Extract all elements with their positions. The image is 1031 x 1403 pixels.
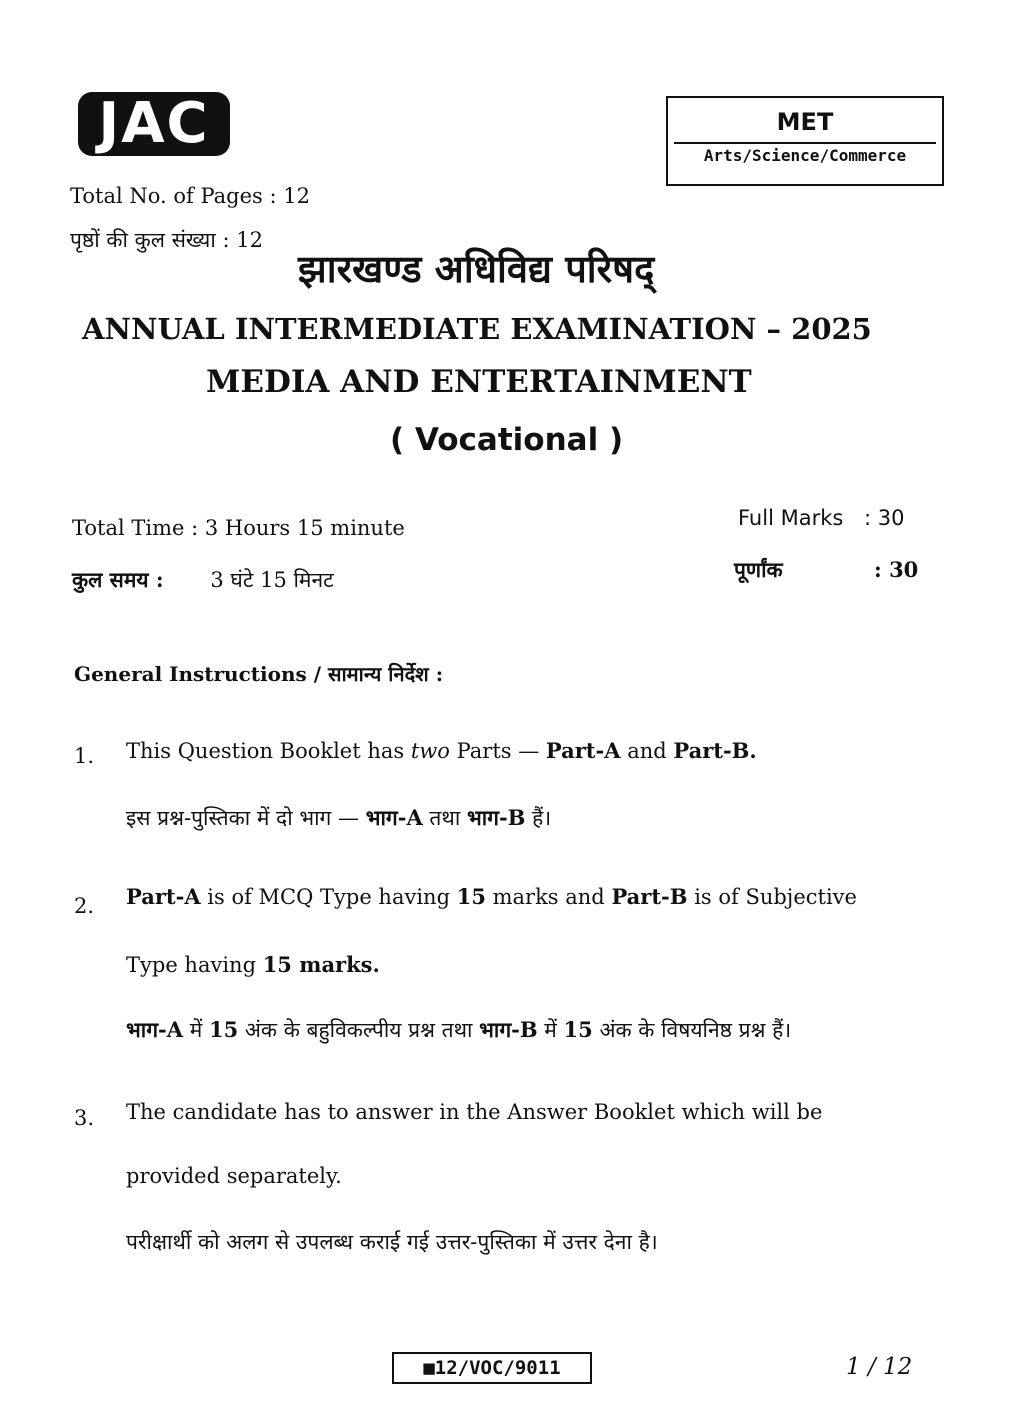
text-run: Type having xyxy=(126,953,263,977)
booklet-code: ■12/VOC/9011 xyxy=(392,1352,592,1384)
text-run: 15 xyxy=(262,952,292,977)
instruction-2-en-line2 xyxy=(126,952,380,977)
text-run: अंक के बहुविकल्पीय प्रश्न तथा xyxy=(238,1018,480,1042)
instructions-heading: General Instructions / सामान्य निर्देश : xyxy=(74,662,444,686)
text-run: इस प्रश्न-पुस्तिका में दो भाग — xyxy=(126,806,366,830)
text-run: Parts — xyxy=(449,739,546,763)
text-run: हैं। xyxy=(525,806,552,830)
board-name: झारखण्ड अधिविद्य परिषद् xyxy=(298,246,655,291)
instruction-2-en-line1 xyxy=(126,884,857,909)
text-run: marks and xyxy=(485,885,612,909)
full-marks-label: Full Marks xyxy=(738,506,844,530)
text-run: 15 xyxy=(456,884,486,909)
instruction-3-hi: परीक्षार्थी को अलग से उपलब्ध कराई गई उत्तर-पुस्तिका में उत्तर देना है। xyxy=(126,1230,658,1254)
subject-type: ( Vocational ) xyxy=(390,422,624,458)
instruction-2-hi xyxy=(126,1016,791,1044)
total-time-value-hi: 3 घंटे 15 मिनट xyxy=(210,568,334,592)
total-time-hi xyxy=(72,566,334,594)
total-time-value: 3 Hours 15 minute xyxy=(204,516,405,540)
total-time-label: Total Time : xyxy=(72,516,199,540)
text-run: Part-A xyxy=(545,738,621,763)
text-run: अंक के विषयनिष्ठ प्रश्न हैं। xyxy=(592,1018,792,1042)
total-pages-value-hi: 12 xyxy=(236,228,263,252)
instruction-1-en xyxy=(126,738,757,763)
total-pages-label: Total No. of Pages : xyxy=(70,184,277,208)
full-marks-value: : 30 xyxy=(864,506,905,530)
instruction-3-en-line2: provided separately. xyxy=(126,1164,342,1188)
full-marks-label-hi: पूर्णांक xyxy=(734,557,783,582)
instruction-1-hi xyxy=(126,804,551,832)
text-run: Part-B xyxy=(611,884,688,909)
stream-box xyxy=(666,96,944,186)
instruction-number: 3. xyxy=(74,1106,95,1130)
total-pages-en xyxy=(70,184,310,208)
total-pages-label-hi: पृष्ठों की कुल संख्या : xyxy=(70,228,230,252)
text-run: भाग-B xyxy=(479,1017,538,1042)
full-marks-en xyxy=(738,506,904,530)
text-run: में xyxy=(183,1018,209,1042)
jac-logo: JAC xyxy=(78,92,230,156)
text-run: and xyxy=(620,739,674,763)
exam-title: ANNUAL INTERMEDIATE EXAMINATION – 2025 xyxy=(82,312,872,346)
full-marks-hi xyxy=(734,556,918,584)
streams-label: Arts/Science/Commerce xyxy=(703,146,907,165)
total-time-en xyxy=(72,516,405,540)
text-run: Part-B. xyxy=(673,738,757,763)
paper-code-label: MET xyxy=(776,108,834,136)
total-pages-hi xyxy=(70,226,263,254)
instruction-number: 2. xyxy=(74,894,95,918)
text-run: 15 xyxy=(563,1017,593,1042)
subject-title: MEDIA AND ENTERTAINMENT xyxy=(206,364,752,400)
text-run: भाग-A xyxy=(365,805,423,830)
total-time-label-hi: कुल समय : xyxy=(72,567,164,592)
text-run: is of MCQ Type having xyxy=(200,885,457,909)
text-run: marks. xyxy=(291,952,380,977)
instruction-number: 1. xyxy=(74,744,95,768)
instruction-3-en-line1: The candidate has to answer in the Answer Booklet which will be xyxy=(126,1100,823,1124)
page-number: 1 / 12 xyxy=(846,1354,913,1380)
text-run: Part-A xyxy=(126,884,201,909)
text-run: में xyxy=(537,1018,564,1042)
full-marks-value-hi: : 30 xyxy=(874,557,919,582)
stream-box-divider xyxy=(674,142,936,144)
text-run: two xyxy=(410,739,450,763)
text-run: This Question Booklet has xyxy=(126,739,411,763)
text-run: is of Subjective xyxy=(687,885,857,909)
text-run: भाग-B xyxy=(466,805,526,830)
text-run: 15 xyxy=(208,1017,239,1042)
text-run: भाग-A xyxy=(126,1017,184,1042)
text-run: तथा xyxy=(422,806,467,830)
total-pages-value: 12 xyxy=(283,184,310,208)
